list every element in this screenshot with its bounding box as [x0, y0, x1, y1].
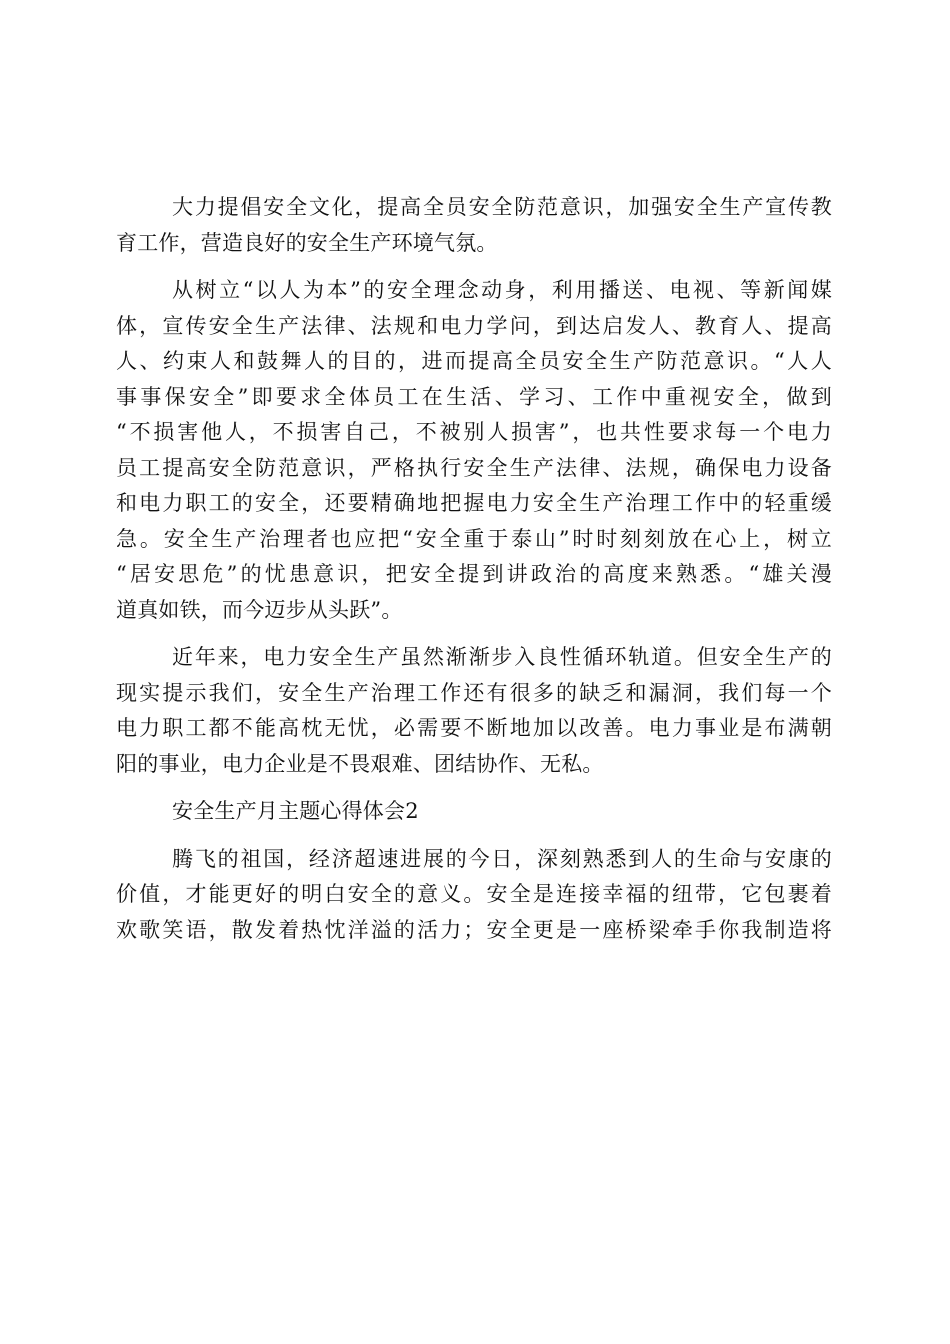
text-line: 道真如铁，而今迈步从头跃”。 — [116, 597, 403, 622]
text-line: “居安思危”的忧患意识，把安全提到讲政治的高度来熟悉。“雄关漫 — [116, 562, 832, 586]
document-body — [116, 190, 832, 948]
paragraph-motherland — [116, 842, 832, 949]
text-line: 和电力职工的安全，还要精确地把握电力安全生产治理工作中的轻重缓 — [116, 491, 832, 515]
text-line: 阳的事业，电力企业是不畏艰难、团结协作、无私。 — [116, 751, 604, 776]
text-line: 现实提示我们，安全生产治理工作还有很多的缺乏和漏洞，我们每一个 — [116, 680, 832, 705]
text-line: 员工提高安全防范意识，严格执行安全生产法律、法规，确保电力设备 — [116, 455, 832, 480]
paragraph-safety-culture — [116, 190, 832, 261]
text-line: 欢歌笑语，散发着热忱洋溢的活力；安全更是一座桥梁牵手你我制造将 — [116, 917, 832, 942]
paragraph-recent-years — [116, 640, 832, 782]
text-line: 电力职工都不能高枕无忧，必需要不断地加以改善。电力事业是布满朝 — [116, 716, 832, 740]
text-line: “不损害他人，不损害自己，不被别人损害”，也共性要求每一个电力 — [116, 420, 832, 444]
text-line: 近年来，电力安全生产虽然渐渐步入良性循环轨道。但安全生产的 — [172, 645, 832, 669]
text-line: 价值，才能更好的明白安全的意义。安全是连接幸福的纽带，它包裹着 — [116, 882, 832, 906]
text-line: 育工作，营造良好的安全生产环境气氛。 — [116, 230, 498, 255]
text-line: 大力提倡安全文化，提高全员安全防范意识，加强安全生产宣传教 — [172, 195, 832, 219]
text-line: 从树立“以人为本”的安全理念动身，利用播送、电视、等新闻媒 — [172, 278, 832, 302]
text-line: 事事保安全”即要求全体员工在生活、学习、工作中重视安全，做到 — [116, 384, 832, 409]
text-line: 人、约束人和鼓舞人的目的，进而提高全员安全生产防范意识。“人人 — [116, 349, 832, 373]
text-line: 急。安全生产治理者也应把“安全重于泰山”时时刻刻放在心上，树立 — [116, 526, 832, 551]
section-title: 安全生产月主题心得体会2 — [172, 799, 419, 823]
paragraph-people-oriented — [116, 273, 832, 628]
text-line: 体，宣传安全生产法律、法规和电力学问，到达启发人、教育人、提高 — [116, 313, 832, 338]
text-line: 腾飞的祖国，经济超速进展的今日，深刻熟悉到人的生命与安康的 — [172, 846, 832, 871]
section-heading — [116, 794, 832, 830]
